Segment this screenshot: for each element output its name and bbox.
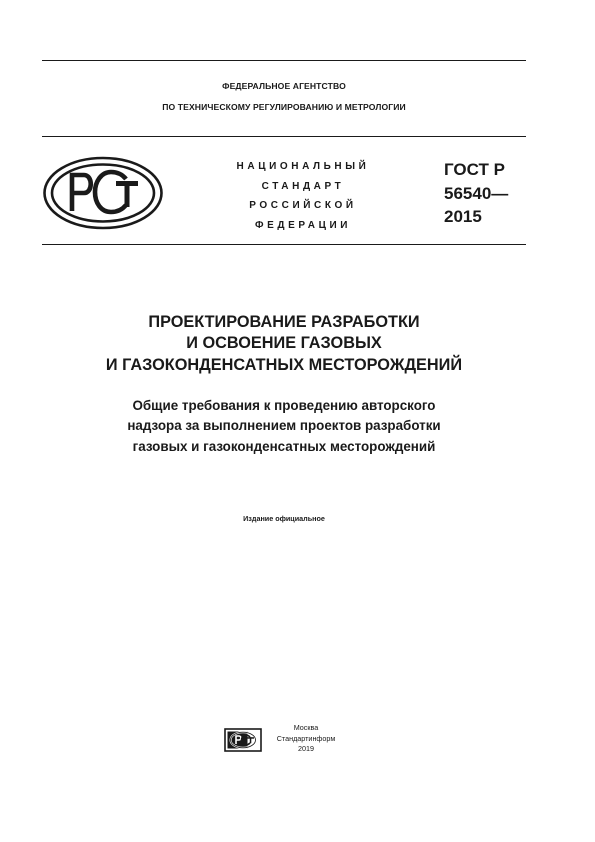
edition-label: Издание официальное xyxy=(243,514,325,523)
standard-type-line-4: ФЕДЕРАЦИИ xyxy=(254,219,352,231)
standard-designation xyxy=(444,158,534,229)
title-line-1: ПРОЕКТИРОВАНИЕ РАЗРАБОТКИ xyxy=(148,313,420,331)
standartinform-logo-icon xyxy=(224,728,262,752)
designation-line-3: 2015 xyxy=(444,207,482,226)
designation-line-1: ГОСТ Р xyxy=(444,160,505,179)
top-rule xyxy=(42,60,526,61)
publisher-block xyxy=(264,723,348,755)
standard-type-line-2: СТАНДАРТ xyxy=(261,180,345,192)
title-line-2: И ОСВОЕНИЕ ГАЗОВЫХ xyxy=(186,334,382,353)
subtitle-line-1: Общие требования к проведению авторского xyxy=(132,398,436,413)
gost-rst-logo-icon xyxy=(42,155,164,231)
document-title xyxy=(42,312,526,376)
designation-line-2: 56540— xyxy=(444,183,509,203)
designation-rule xyxy=(42,244,526,245)
agency-line-2: ПО ТЕХНИЧЕСКОМУ РЕГУЛИРОВАНИЮ И МЕТРОЛОГИИ xyxy=(162,102,406,112)
header-rule xyxy=(42,136,526,137)
subtitle-line-2: надзора за выполнением проектов разработки xyxy=(127,418,441,434)
subtitle-line-3: газовых и газоконденсатных месторождений xyxy=(132,438,436,454)
document-subtitle xyxy=(42,396,526,457)
standard-type xyxy=(213,157,393,235)
agency-line-1: ФЕДЕРАЛЬНОЕ АГЕНТСТВО xyxy=(222,81,346,91)
standard-type-line-3: РОССИЙСКОЙ xyxy=(249,200,357,212)
publisher-name: Стандартинформ xyxy=(276,733,336,743)
publisher-year: 2019 xyxy=(298,744,314,754)
title-line-3: И ГАЗОКОНДЕНСАТНЫХ МЕСТОРОЖДЕНИЙ xyxy=(105,355,463,374)
publisher-city: Москва xyxy=(293,723,319,732)
standard-type-line-1: НАЦИОНАЛЬНЫЙ xyxy=(236,161,370,172)
